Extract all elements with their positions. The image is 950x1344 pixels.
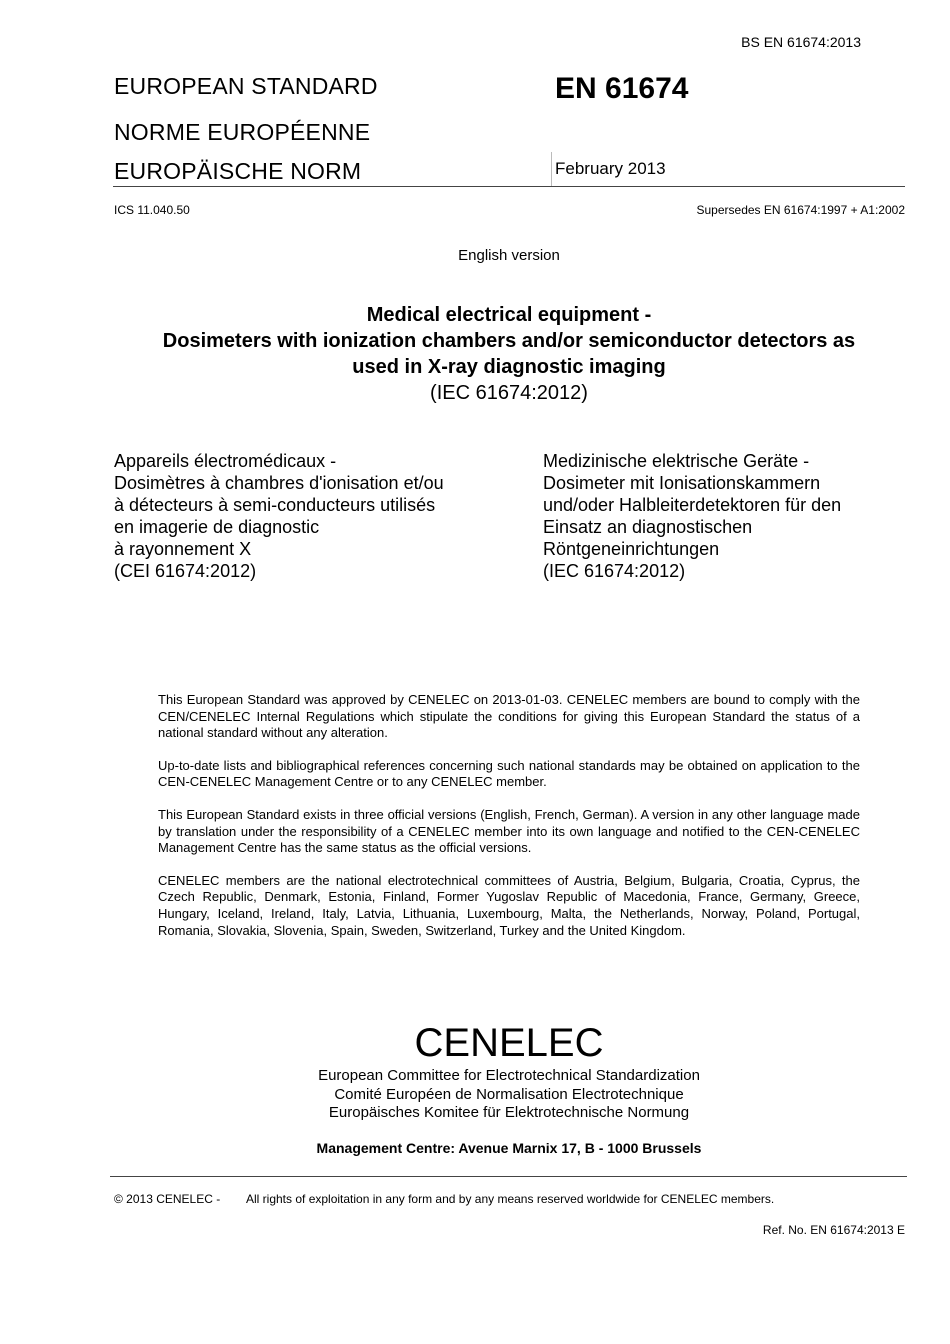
footer-divider (110, 1176, 907, 1177)
document-title (110, 302, 908, 406)
org-name-french: Comité Européen de Normalisation Electrotechnique (334, 1085, 684, 1103)
title-german: EUROPÄISCHE NORM (114, 158, 362, 184)
paragraph-approval: This European Standard was approved by CENELEC on 2013-01-03. CENELEC members are bound to comply with the CEN/CENELEC Internal Regulations which stipulate the conditions for giving this European Standard the status of a national standard without any alteration. (158, 692, 860, 741)
standard-number: EN 61674 (555, 72, 689, 105)
french-title-block (114, 450, 514, 582)
german-line: Einsatz an diagnostischen (543, 517, 753, 537)
title-english: EUROPEAN STANDARD (114, 73, 378, 99)
french-line: Dosimètres à chambres d'ionisation et/ou (114, 473, 444, 493)
french-line: (CEI 61674:2012) (114, 561, 257, 581)
supersedes-note: Supersedes EN 61674:1997 + A1:2002 (696, 203, 905, 217)
german-line: und/oder Halbleiterdetektoren für den (543, 495, 842, 515)
paragraph-references: Up-to-date lists and bibliographical references concerning such national standards may be obtained on application to the CEN-CENELEC Management Centre or to any CENELEC member. (158, 757, 860, 790)
org-name-german: Europäisches Komitee für Elektrotechnische Normung (328, 1104, 690, 1121)
title-line-1: Medical electrical equipment - (366, 304, 652, 326)
german-title-block (543, 450, 923, 582)
title-french: NORME EUROPÉENNE (114, 119, 371, 145)
copyright-notice: © 2013 CENELEC - (114, 1192, 221, 1206)
cenelec-logo-text: CENELEC (414, 1021, 604, 1065)
german-line: (IEC 61674:2012) (543, 561, 686, 581)
paragraph-members: CENELEC members are the national electrotechnical committees of Austria, Belgium, Bulgaria, Croatia, Cyprus, the Czech Republic, Denmark, Estonia, Finland, Former Yugoslav Republic of Macedonia, France, Germany, Greece, Hungary, Iceland, Ireland, Italy, Latvia, Lithuania, Luxembourg, Malta, the Netherlands, Norway, Poland, Portugal, Romania, Slovakia, Slovenia, Spain, Sweden, Switzerland, Turkey and the United Kingdom. (158, 872, 860, 938)
french-line: à rayonnement X (114, 539, 252, 559)
reference-number: Ref. No. EN 61674:2013 E (762, 1223, 905, 1237)
title-line-3: used in X-ray diagnostic imaging (352, 356, 666, 378)
top-reference: BS EN 61674:2013 (741, 34, 861, 50)
german-line: Dosimeter mit Ionisationskammern (543, 473, 821, 493)
french-line: Appareils électromédicaux - (114, 451, 337, 471)
ics-code: ICS 11.040.50 (114, 203, 190, 217)
org-name-english: European Committee for Electrotechnical Standardization (318, 1067, 700, 1084)
french-line: à détecteurs à semi-conducteurs utilisés (114, 495, 436, 515)
rights-statement: All rights of exploitation in any form and by any means reserved worldwide for CENELEC members. (246, 1192, 775, 1206)
german-line: Medizinische elektrische Geräte - (543, 451, 810, 471)
management-centre-address: Management Centre: Avenue Marnix 17, B - 1000 Brussels (316, 1140, 702, 1156)
publication-date: February 2013 (555, 159, 666, 178)
approval-text (158, 692, 860, 955)
organization-names (0, 1067, 950, 1123)
title-iec-ref: (IEC 61674:2012) (430, 382, 588, 404)
title-line-2: Dosimeters with ionization chambers and/or semiconductor detectors as (162, 330, 856, 352)
german-line: Röntgeneinrichtungen (543, 539, 720, 559)
french-line: en imagerie de diagnostic (114, 517, 320, 537)
paragraph-versions: This European Standard exists in three official versions (English, French, German). A version in any other language made by translation under the responsibility of a CENELEC member into its own language and notified to the CEN-CENELEC Management Centre has the same status as the official versions. (158, 806, 860, 856)
version-label: English version (458, 247, 560, 264)
header-divider (113, 186, 905, 187)
header-column-divider (551, 152, 552, 186)
